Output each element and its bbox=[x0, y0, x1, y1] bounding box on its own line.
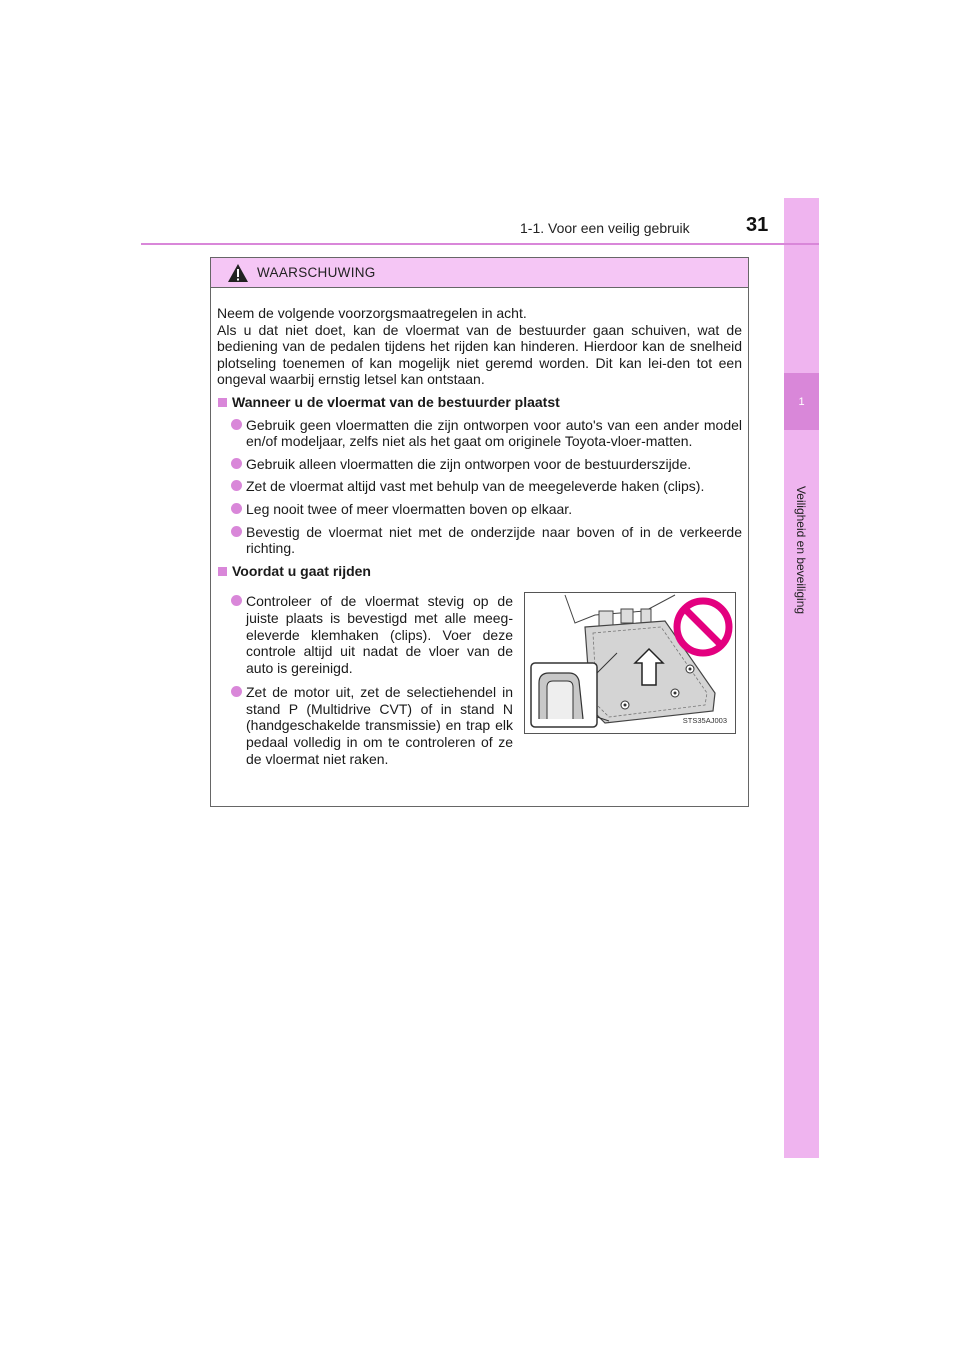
list-item-text: Gebruik geen vloermatten die zijn ontworpen voor auto's van een ander model en/of modeljaar, zelfs niet als het gaat om originele Toyota-vloer-matten. bbox=[246, 416, 742, 450]
warning-box bbox=[210, 257, 749, 807]
round-bullet-icon bbox=[231, 458, 242, 469]
warning-header bbox=[211, 258, 748, 288]
list-item-text: Zet de vloermat altijd vast met behulp van de meegeleverde haken (clips). bbox=[246, 478, 705, 495]
warning-body bbox=[211, 288, 748, 767]
chapter-number-tab bbox=[784, 373, 819, 430]
list-item-text: Gebruik alleen vloermatten die zijn ontworpen voor de bestuurderszijde. bbox=[246, 455, 692, 472]
round-bullet-icon bbox=[231, 686, 242, 697]
warning-intro bbox=[217, 305, 742, 388]
chapter-side-tab bbox=[784, 198, 819, 1158]
round-bullet-icon bbox=[231, 419, 242, 430]
list-item-text: Bevestig de vloermat niet met de onderzijde naar boven of in de verkeerde richting. bbox=[246, 523, 742, 557]
list-item bbox=[217, 417, 742, 450]
chapter-number: 1 bbox=[798, 395, 805, 408]
list-item bbox=[217, 524, 742, 557]
figure-code: STS35AJ003 bbox=[682, 715, 727, 725]
warning-label: WAARSCHUWING bbox=[257, 265, 376, 280]
floor-mat-illustration bbox=[524, 592, 736, 734]
list-item bbox=[217, 684, 513, 767]
list-item bbox=[217, 501, 742, 518]
round-bullet-icon bbox=[231, 503, 242, 514]
round-bullet-icon bbox=[231, 595, 242, 606]
square-bullet-icon bbox=[218, 398, 227, 407]
page-number: 31 bbox=[746, 214, 769, 236]
intro-line-2: Als u dat niet doet, kan de vloermat van de bestuurder gaan schuiven, wat de bediening van de pedalen tijdens het rijden kan hinderen. Hierdoor kan de snelheid plotseling toenemen of kan mogelijk niet geremd worden. Dit kan lei-den tot een ongeval waarbij ernstig letsel kan ontstaan. bbox=[217, 321, 742, 388]
round-bullet-icon bbox=[231, 480, 242, 491]
list-item-text: Controleer of de vloermat stevig op de juiste plaats is bevestigd met alle meeg-eleverde klemhaken (clips). Voer deze controle altijd uit nadat de vloer van de auto is gereinigd. bbox=[246, 593, 513, 676]
list-item-text: Zet de motor uit, zet de selectiehendel in stand P (Multidrive CVT) of in stand N (handgeschakelde transmissie) en trap elk pedaal volledig in om te controleren of ze de vloermat niet raken. bbox=[246, 684, 513, 767]
round-bullet-icon bbox=[231, 526, 242, 537]
section-heading-placing-mat bbox=[217, 394, 742, 411]
section-heading-before-driving bbox=[217, 563, 742, 580]
before-driving-list bbox=[217, 585, 513, 767]
list-item-text: Leg nooit twee of meer vloermatten boven op elkaar. bbox=[246, 500, 573, 517]
square-bullet-icon bbox=[218, 567, 227, 576]
list-item bbox=[217, 478, 742, 495]
section-heading-text: Wanneer u de vloermat van de bestuurder plaatst bbox=[232, 393, 560, 410]
warning-triangle-icon bbox=[227, 263, 249, 283]
list-item bbox=[217, 593, 513, 676]
list-item bbox=[217, 456, 742, 473]
chapter-label: Veiligheid en beveiliging bbox=[794, 485, 809, 615]
section-heading-text: Voordat u gaat rijden bbox=[232, 562, 371, 579]
header-divider bbox=[141, 243, 819, 245]
chapter-label-area bbox=[784, 430, 819, 670]
before-driving-content bbox=[217, 585, 742, 767]
intro-line-1: Neem de volgende voorzorgsmaatregelen in acht. bbox=[217, 305, 527, 321]
section-title: 1-1. Voor een veilig gebruik bbox=[520, 220, 690, 236]
